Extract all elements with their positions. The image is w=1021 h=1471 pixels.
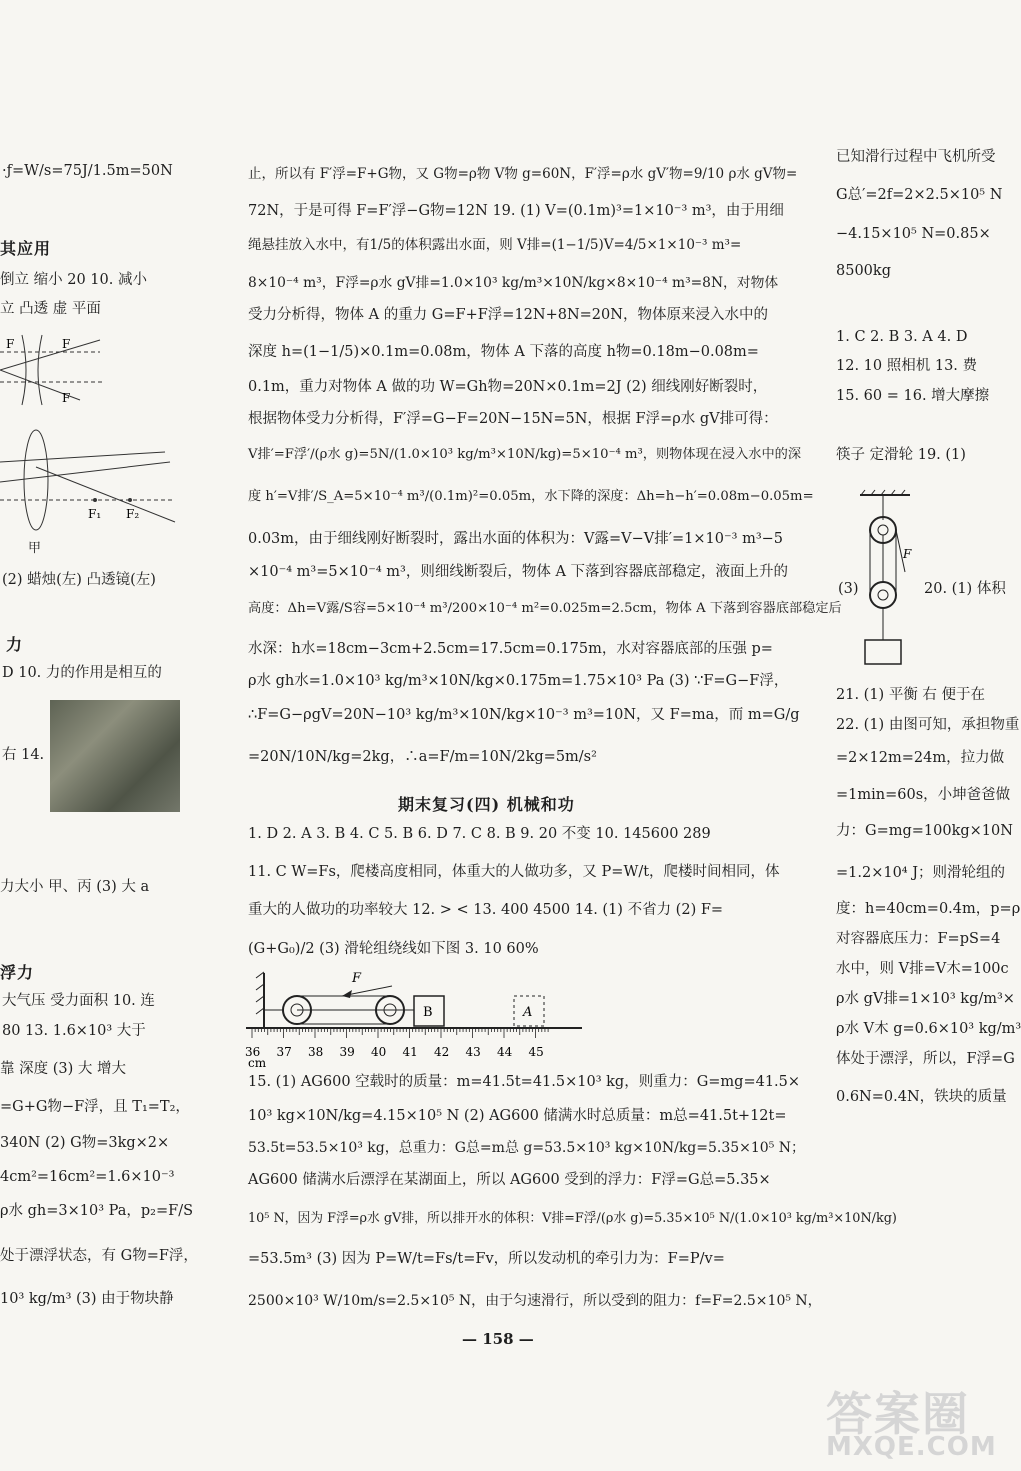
mid-line-4: 受力分析得，物体 A 的重力 G=F+F浮=12N+8N=20N，物体原来浸入水中的 (248, 307, 768, 323)
ruler-label: 43 (465, 1045, 481, 1059)
mid-line-8: V排′=F浮′/(ρ水 g)=5N/(1.0×10³ kg/m³×10N/kg)=5×10⁻⁴ m³，则物体现在浸入水中的深 (248, 447, 802, 462)
right-line-5: 12. 10 照相机 13. 费 (836, 358, 978, 374)
left-line-12: 340N (2) G物=3kg×2× (0, 1135, 170, 1151)
ruler-label: 40 (371, 1045, 387, 1059)
right-line-18: 水中，则 V排=V木=100c (836, 961, 1009, 977)
diagram-force-label: F (352, 971, 362, 986)
left-heading-force: 力 (6, 635, 24, 654)
right-line-1: G总′=2f=2×2.5×10⁵ N (836, 187, 1003, 203)
left-line-10: 靠 深度 (3) 大 增大 (0, 1061, 126, 1077)
left-line-7: 力大小 甲、丙 (3) 大 a (0, 879, 150, 895)
pulley-block-diagram (855, 490, 925, 670)
block-a-label: A (523, 1005, 533, 1020)
left-heading-buoyancy: 浮力 (0, 963, 35, 982)
left-line-9: 80 13. 1.6×10³ 大于 (2, 1023, 146, 1039)
watermark-logo: 答案圈 (826, 1387, 970, 1441)
mid-q15-6: 2500×10³ W/10m/s=2.5×10⁵ N，由于匀速滑行，所以受到的阻力：f=F=2.5×10⁵ N， (248, 1293, 822, 1309)
left-line-8: 大气压 受力面积 10. 连 (2, 993, 155, 1009)
mid-q15-4: 10⁵ N，因为 F浮=ρ水 gV排，所以排开水的体积：V排=F浮/(ρ水 g)=5.35×10⁵ N/(1.0×10³ kg/m³×10N/kg) (248, 1211, 897, 1226)
mid-answer-2: 重大的人做功的功率较大 12. > < 13. 400 4500 14. (1) 不省力 (2) F= (248, 902, 724, 918)
right-line-6: 15. 60 = 16. 增大摩擦 (836, 388, 990, 404)
right-line-15: =1.2×10⁴ J；则滑轮组的 (836, 865, 1006, 881)
ruler-label: 42 (434, 1045, 450, 1059)
mid-line-5: 深度 h=(1−1/5)×0.1m=0.08m，物体 A 下落的高度 h物=0.18m−0.08m= (248, 344, 759, 360)
lens-label-f2-sub: F₂ (126, 507, 140, 521)
ruler-label: 41 (402, 1045, 418, 1059)
section-title: 期末复习(四) 机械和功 (398, 795, 575, 814)
concave-lens-diagram (0, 330, 110, 410)
mid-answer-3: (G+G₀)/2 (3) 滑轮组绕线如下图 3. 10 60% (248, 941, 539, 957)
left-line-14: ρ水 gh=3×10³ Pa，p₂=F/S (0, 1203, 194, 1219)
mid-q15-5: =53.5m³ (3) 因为 P=W/t=Fs/t=Fv，所以发动机的牵引力为：F=P/v= (248, 1251, 725, 1267)
right-line-11: 22. (1) 由图可知，承担物重 (836, 717, 1020, 733)
mid-line-10: 0.03m，由于细线刚好断裂时，露出水面的体积为：V露=V−V排′=1×10⁻³ m³−5 (248, 531, 784, 547)
mid-q15-3: AG600 储满水后漂浮在某湖面上，所以 AG600 受到的浮力：F浮=G总=5.35× (248, 1172, 771, 1188)
right-line-4: 1. C 2. B 3. A 4. D (836, 329, 968, 345)
left-line-6: 右 14. (2, 747, 45, 763)
left-line-16: 10³ kg/m³ (3) 由于物块静 (0, 1291, 174, 1307)
right-line-14: 力：G=mg=100kg×10N (836, 823, 1013, 839)
right-line-9: 20. (1) 体积 (924, 581, 1006, 597)
ruler-label: 45 (528, 1045, 544, 1059)
mid-line-0: 止，所以有 F′浮=F+G物，又 G物=ρ物 V物 g=60N，F′浮=ρ水 gV′物=9/10 ρ水 gV物= (248, 166, 798, 182)
mid-line-2: 绳悬挂放入水中，有1/5的体积露出水面，则 V排=(1−1/5)V=4/5×1×10⁻³ m³= (248, 237, 742, 253)
pulley-force-label: F (903, 547, 912, 561)
right-line-7: 筷子 定滑轮 19. (1) (836, 447, 966, 463)
mid-line-6: 0.1m，重力对物体 A 做的功 W=Gh物=20N×0.1m=2J (2) 细线刚好断裂时， (248, 379, 768, 395)
mid-line-3: 8×10⁻⁴ m³，F浮=ρ水 gV排=1.0×10³ kg/m³×10N/kg×8×10⁻⁴ m³=8N，对物体 (248, 275, 779, 291)
mid-answer-0: 1. D 2. A 3. B 4. C 5. B 6. D 7. C 8. B 9. 20 不变 10. 145600 289 (248, 826, 711, 842)
mid-line-11: ×10⁻⁴ m³=5×10⁻⁴ m³，则细线断裂后，物体 A 下落到容器底部稳定，液面上升的 (248, 564, 789, 580)
right-line-2: −4.15×10⁵ N=0.85× (836, 226, 991, 242)
right-line-0: 已知滑行过程中飞机所受 (836, 149, 996, 165)
mid-line-7: 根据物体受力分析得，F′浮=G−F=20N−15N=5N，根据 F浮=ρ水 gV排可得： (248, 411, 778, 427)
mid-q15-2: 53.5t=53.5×10³ kg，总重力：G总=m总 g=53.5×10³ kg×10N/kg=5.35×10⁵ N； (248, 1140, 806, 1156)
lens-label-f1-sub: F₁ (88, 507, 102, 521)
boat-photo (50, 700, 180, 812)
mid-answer-1: 11. C W=Fs，爬楼高度相同，体重大的人做功多，又 P=W/t，爬楼时间相同，体 (248, 864, 780, 880)
mid-line-1: 72N，于是可得 F=F′浮−G物=12N 19. (1) V=(0.1m)³=1×10⁻³ m³，由于用细 (248, 203, 784, 219)
lens-label-f1: F (6, 337, 15, 351)
right-line-3: 8500kg (836, 263, 891, 279)
right-line-19: ρ水 gV排=1×10³ kg/m³× (836, 991, 1015, 1007)
convex-lens-diagram (0, 422, 180, 532)
ruler-labels (245, 1045, 544, 1059)
ruler-label: 38 (308, 1045, 324, 1059)
page-number: — 158 — (462, 1330, 534, 1348)
mid-line-13: 水深：h水=18cm−3cm+2.5cm=17.5cm=0.175m，水对容器底部的压强 p= (248, 641, 773, 657)
ruler-unit: cm (248, 1056, 267, 1070)
mid-q15-0: 15. (1) AG600 空载时的质量：m=41.5t=41.5×10³ kg，则重力：G=mg=41.5× (248, 1074, 801, 1090)
left-line-4: (2) 蜡烛(左) 凸透镜(左) (2, 572, 156, 588)
right-line-10: 21. (1) 平衡 右 便于在 (836, 687, 986, 703)
left-line-3: 立 凸透 虚 平面 (0, 301, 101, 317)
lens-label-f3: F (62, 391, 71, 405)
ruler-label: 44 (497, 1045, 513, 1059)
block-b-label: B (423, 1005, 433, 1020)
mid-line-15: ∴F=G−ρgV=20N−10³ kg/m³×10N/kg×10⁻³ m³=10N，又 F=ma，而 m=G/g (248, 707, 800, 723)
mid-line-12: 高度：Δh=V露/S容=5×10⁻⁴ m³/200×10⁻⁴ m²=0.025m=2.5cm，物体 A 下落到容器底部稳定后 (248, 601, 842, 616)
mid-line-9: 度 h′=V排′/S_A=5×10⁻⁴ m³/(0.1m)²=0.05m，水下降的深度：Δh=h−h′=0.08m−0.05m= (248, 489, 814, 504)
left-line-5: D 10. 力的作用是相互的 (2, 665, 162, 681)
right-line-8: (3) (838, 581, 859, 597)
ruler-label: 37 (276, 1045, 292, 1059)
ruler-label: 36 (245, 1045, 261, 1059)
mid-q15-1: 10³ kg×10N/kg=4.15×10⁵ N (2) AG600 储满水时总质量：m总=41.5t+12t= (248, 1108, 787, 1124)
right-line-13: =1min=60s，小坤爸爸做 (836, 787, 1011, 803)
right-line-21: 体处于漂浮，所以，F浮=G (836, 1051, 1015, 1067)
left-line-13: 4cm²=16cm²=1.6×10⁻³ (0, 1169, 175, 1185)
ruler-label: 39 (339, 1045, 355, 1059)
left-line-2: 倒立 缩小 20 10. 减小 (0, 272, 147, 288)
left-line-11: =G+G物−F浮，且 T₁=T₂， (0, 1099, 190, 1115)
lens-caption: 甲 (28, 541, 42, 556)
right-line-22: 0.6N=0.4N，铁块的质量 (836, 1089, 1007, 1105)
ruler-minor-ticks (252, 1028, 548, 1038)
right-line-16: 度：h=40cm=0.4m，p=ρ (836, 901, 1021, 917)
lens-label-f2: F (62, 337, 71, 351)
left-heading-applications: 其应用 (0, 239, 52, 258)
right-line-12: =2×12m=24m，拉力做 (836, 750, 1005, 766)
watermark-url: MXQE.COM (826, 1432, 997, 1462)
pulley-ruler-diagram (242, 968, 587, 1068)
mid-line-16: =20N/10N/kg=2kg，∴a=F/m=10N/2kg=5m/s² (248, 749, 597, 765)
left-line-0: ·ƒ=W/s=75J/1.5m=50N (2, 163, 173, 179)
left-line-15: 处于漂浮状态，有 G物=F浮， (0, 1248, 198, 1264)
right-line-17: 对容器底压力：F=pS=4 (836, 931, 1001, 947)
mid-line-14: ρ水 gh水=1.0×10³ kg/m³×10N/kg×0.175m=1.75×10³ Pa (3) ∵F=G−F浮， (248, 673, 789, 689)
right-line-20: ρ水 V木 g=0.6×10³ kg/m³ (836, 1021, 1021, 1037)
